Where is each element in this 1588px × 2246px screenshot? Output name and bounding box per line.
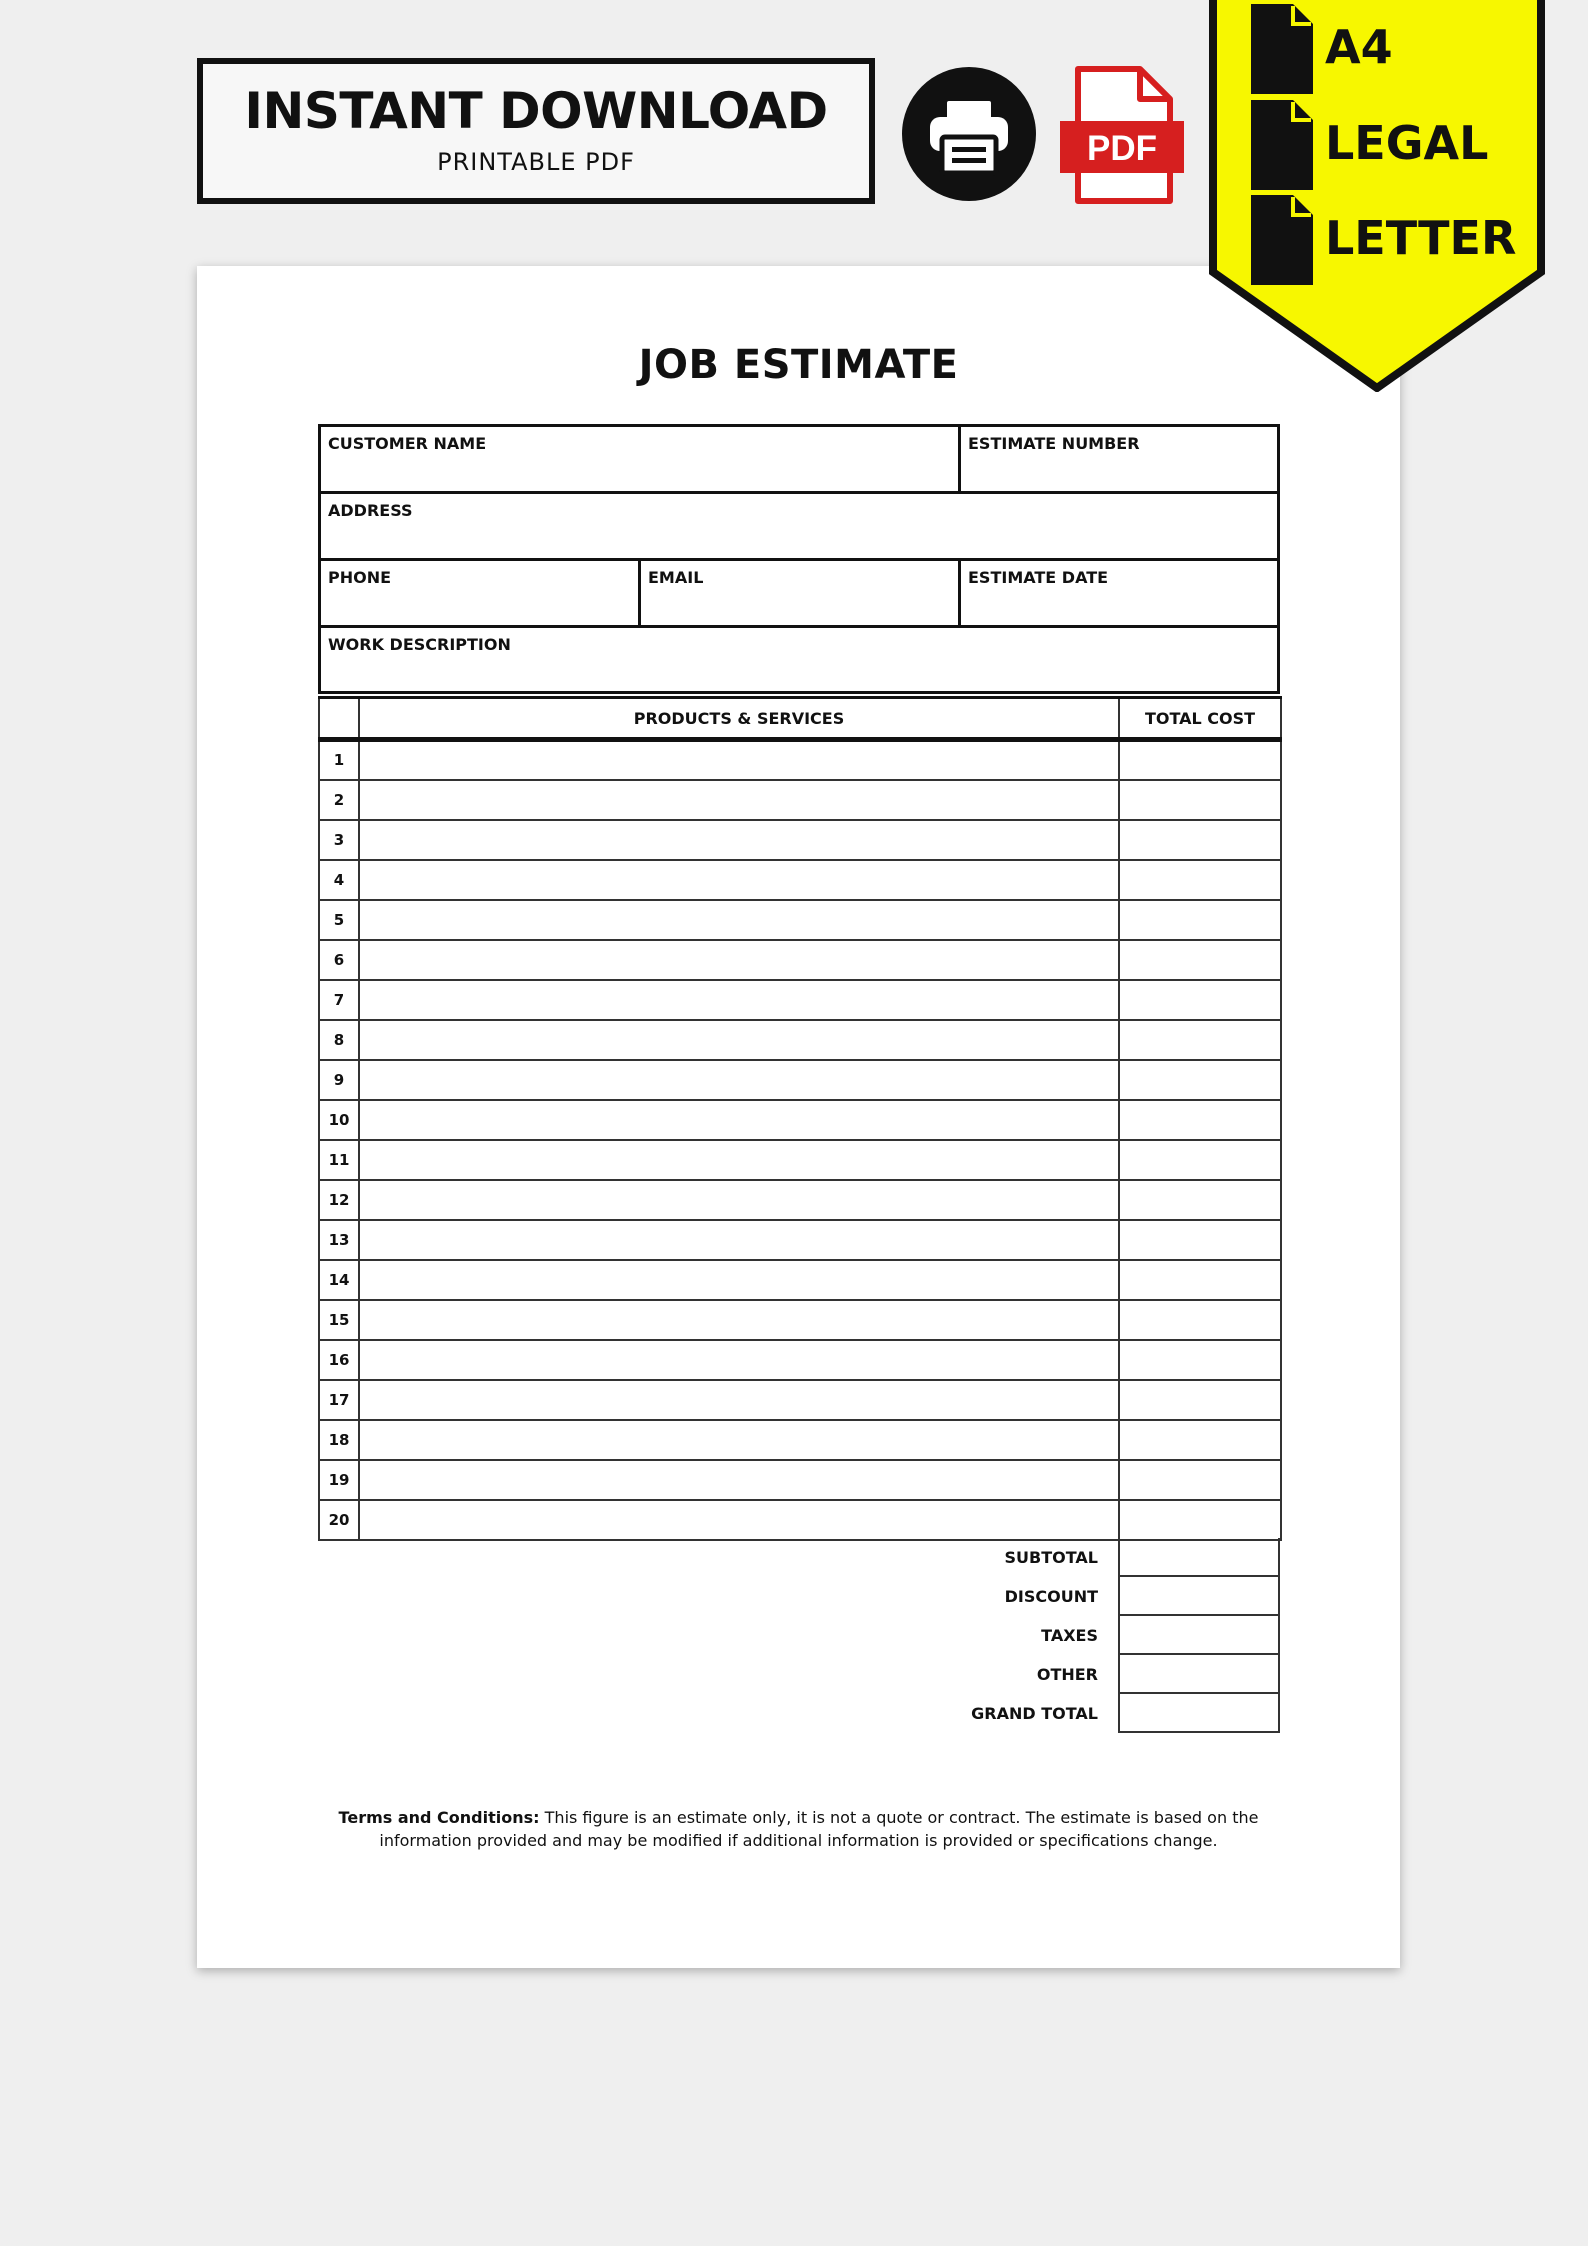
table-row: [319, 780, 1281, 820]
document-icon: [1249, 4, 1315, 94]
row-number: 16: [319, 1340, 359, 1380]
table-row: [319, 1100, 1281, 1140]
size-legal: [1249, 100, 1539, 190]
total-cost-cell[interactable]: [1119, 1180, 1281, 1220]
pdf-icon-label: PDF: [1087, 129, 1157, 168]
product-service-cell[interactable]: [359, 1420, 1119, 1460]
promo-subtitle: PRINTABLE PDF: [437, 148, 635, 176]
taxes-box[interactable]: [1118, 1616, 1280, 1655]
product-service-cell[interactable]: [359, 1340, 1119, 1380]
total-cost-cell[interactable]: [1119, 1020, 1281, 1060]
customer-name-label: CUSTOMER NAME: [328, 434, 487, 453]
pdf-file-icon: [1058, 65, 1186, 205]
table-row: [319, 1180, 1281, 1220]
product-service-cell[interactable]: [359, 1460, 1119, 1500]
work-description-label: WORK DESCRIPTION: [328, 635, 511, 654]
table-row: [319, 860, 1281, 900]
terms-line-1: This figure is an estimate only, it is not a quote or contract. The estimate is based on the: [539, 1808, 1259, 1827]
total-cost-cell[interactable]: [1119, 780, 1281, 820]
row-number: 8: [319, 1020, 359, 1060]
grand-total-row: [318, 1694, 1280, 1733]
estimate-date-label: ESTIMATE DATE: [968, 568, 1109, 587]
row-number: 11: [319, 1140, 359, 1180]
row-number: 3: [319, 820, 359, 860]
table-row: [319, 740, 1281, 780]
product-service-cell[interactable]: [359, 740, 1119, 780]
terms-line-2: information provided and may be modified if additional information is provided or specifications change.: [379, 1831, 1218, 1850]
table-row: [319, 1220, 1281, 1260]
product-service-cell[interactable]: [359, 1020, 1119, 1060]
discount-box[interactable]: [1118, 1577, 1280, 1616]
total-cost-cell[interactable]: [1119, 1060, 1281, 1100]
customer-name-field[interactable]: [321, 427, 958, 491]
size-a4-label: A4: [1325, 20, 1393, 74]
product-service-cell[interactable]: [359, 980, 1119, 1020]
product-service-cell[interactable]: [359, 1220, 1119, 1260]
total-cost-cell[interactable]: [1119, 740, 1281, 780]
product-service-cell[interactable]: [359, 780, 1119, 820]
row-number: 19: [319, 1460, 359, 1500]
product-service-cell[interactable]: [359, 1380, 1119, 1420]
total-cost-cell[interactable]: [1119, 980, 1281, 1020]
total-cost-cell[interactable]: [1119, 1300, 1281, 1340]
total-cost-cell[interactable]: [1119, 1100, 1281, 1140]
row-number-header: [319, 698, 359, 740]
work-description-field[interactable]: [321, 628, 1277, 692]
size-legal-label: LEGAL: [1325, 116, 1489, 170]
row-number: 1: [319, 740, 359, 780]
total-cost-cell[interactable]: [1119, 1420, 1281, 1460]
phone-field[interactable]: [321, 561, 638, 625]
size-letter-label: LETTER: [1325, 211, 1517, 265]
estimate-number-field[interactable]: [961, 427, 1277, 491]
product-service-cell[interactable]: [359, 1260, 1119, 1300]
row-number: 12: [319, 1180, 359, 1220]
table-row: [319, 1300, 1281, 1340]
product-service-cell[interactable]: [359, 860, 1119, 900]
grand-total-label: GRAND TOTAL: [971, 1704, 1098, 1723]
products-services-table: [318, 696, 1282, 1541]
table-row: [319, 1260, 1281, 1300]
table-row: [319, 1380, 1281, 1420]
document-title: JOB ESTIMATE: [638, 342, 959, 388]
terms-and-conditions: [317, 1806, 1280, 1852]
table-row: [319, 1500, 1281, 1540]
size-a4: [1249, 4, 1539, 94]
total-cost-cell[interactable]: [1119, 1340, 1281, 1380]
row-number: 6: [319, 940, 359, 980]
total-cost-cell[interactable]: [1119, 860, 1281, 900]
table-row: [319, 1340, 1281, 1380]
subtotal-box[interactable]: [1118, 1538, 1280, 1577]
table-header-row: [319, 698, 1281, 740]
total-cost-cell[interactable]: [1119, 1260, 1281, 1300]
row-number: 14: [319, 1260, 359, 1300]
product-service-cell[interactable]: [359, 1300, 1119, 1340]
taxes-row: [318, 1616, 1280, 1655]
promo-title: INSTANT DOWNLOAD: [244, 82, 828, 140]
terms-label: Terms and Conditions:: [338, 1808, 540, 1827]
total-cost-cell[interactable]: [1119, 820, 1281, 860]
taxes-label: TAXES: [1041, 1626, 1098, 1645]
table-row: [319, 820, 1281, 860]
product-service-cell[interactable]: [359, 1180, 1119, 1220]
row-number: 13: [319, 1220, 359, 1260]
instant-download-banner: [197, 58, 875, 204]
product-service-cell[interactable]: [359, 1100, 1119, 1140]
subtotal-label: SUBTOTAL: [1004, 1548, 1098, 1567]
other-label: OTHER: [1036, 1665, 1098, 1684]
total-cost-cell[interactable]: [1119, 940, 1281, 980]
row-number: 17: [319, 1380, 359, 1420]
table-row: [319, 1140, 1281, 1180]
estimate-sheet: [197, 266, 1400, 1968]
row-number: 10: [319, 1100, 359, 1140]
product-service-cell[interactable]: [359, 820, 1119, 860]
other-box[interactable]: [1118, 1655, 1280, 1694]
table-row: [319, 1020, 1281, 1060]
row-number: 9: [319, 1060, 359, 1100]
table-row: [319, 1060, 1281, 1100]
total-cost-cell[interactable]: [1119, 1140, 1281, 1180]
estimate-date-field[interactable]: [961, 561, 1277, 625]
row-number: 2: [319, 780, 359, 820]
customer-info-grid: [318, 424, 1280, 694]
table-row: [319, 900, 1281, 940]
estimate-number-label: ESTIMATE NUMBER: [968, 434, 1140, 453]
total-cost-cell[interactable]: [1119, 1460, 1281, 1500]
products-services-header: PRODUCTS & SERVICES: [359, 698, 1119, 740]
table-row: [319, 980, 1281, 1020]
total-cost-header: TOTAL COST: [1119, 698, 1281, 740]
subtotal-row: [318, 1538, 1280, 1577]
row-number: 7: [319, 980, 359, 1020]
email-label: EMAIL: [648, 568, 704, 587]
row-number: 4: [319, 860, 359, 900]
other-row: [318, 1655, 1280, 1694]
product-service-cell[interactable]: [359, 1060, 1119, 1100]
product-service-cell[interactable]: [359, 900, 1119, 940]
totals-section: [318, 1538, 1280, 1733]
table-row: [319, 1460, 1281, 1500]
address-field[interactable]: [321, 494, 1277, 558]
grand-total-box[interactable]: [1118, 1694, 1280, 1733]
total-cost-cell[interactable]: [1119, 1500, 1281, 1540]
paper-size-ribbon: [1209, 0, 1545, 392]
product-service-cell[interactable]: [359, 940, 1119, 980]
phone-label: PHONE: [328, 568, 392, 587]
size-letter: [1249, 195, 1539, 285]
document-icon: [1249, 100, 1315, 190]
row-number: 5: [319, 900, 359, 940]
row-number: 20: [319, 1500, 359, 1540]
document-icon: [1249, 195, 1315, 285]
discount-label: DISCOUNT: [1004, 1587, 1098, 1606]
address-label: ADDRESS: [328, 501, 413, 520]
total-cost-cell[interactable]: [1119, 1380, 1281, 1420]
total-cost-cell[interactable]: [1119, 900, 1281, 940]
discount-row: [318, 1577, 1280, 1616]
table-row: [319, 1420, 1281, 1460]
printer-icon: [902, 67, 1036, 201]
table-row: [319, 940, 1281, 980]
product-service-cell[interactable]: [359, 1140, 1119, 1180]
row-number: 15: [319, 1300, 359, 1340]
email-field[interactable]: [641, 561, 958, 625]
product-service-cell[interactable]: [359, 1500, 1119, 1540]
row-number: 18: [319, 1420, 359, 1460]
total-cost-cell[interactable]: [1119, 1220, 1281, 1260]
